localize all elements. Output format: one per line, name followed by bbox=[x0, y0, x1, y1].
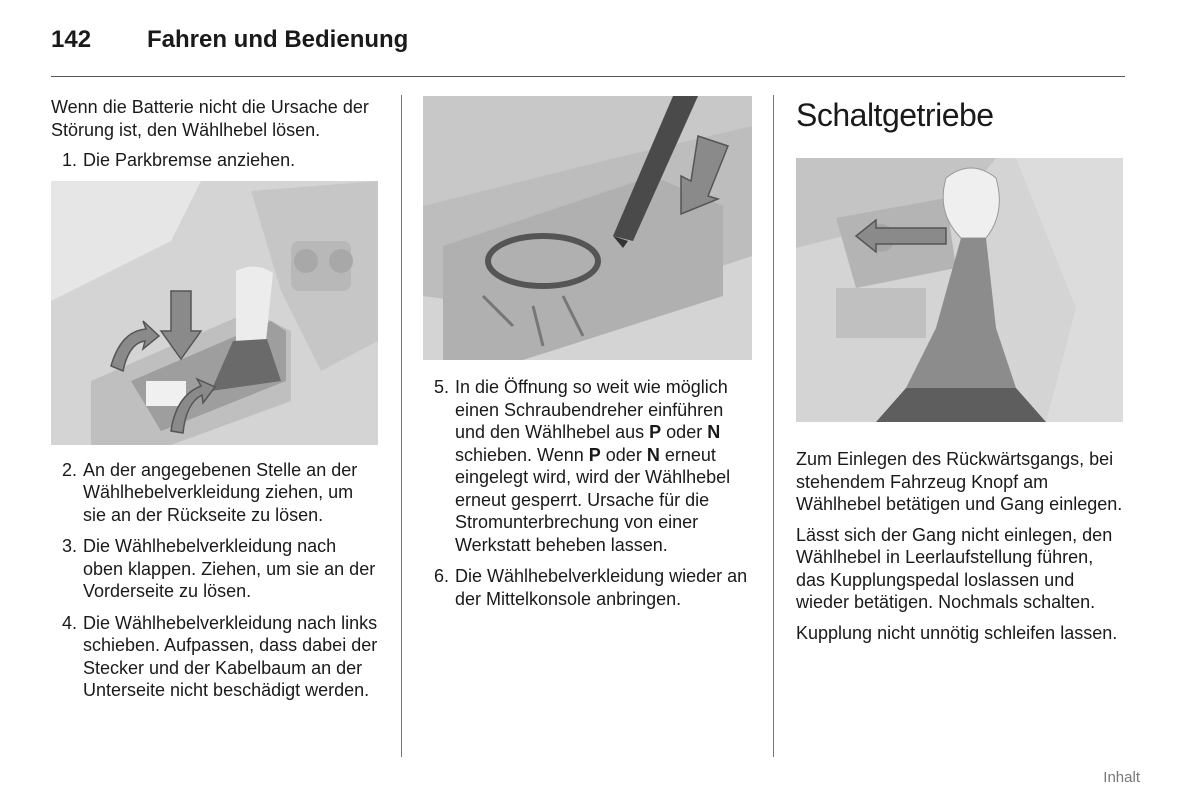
header-rule bbox=[51, 76, 1125, 77]
text-run: In die Öffnung so weit wie möglich einen Schraubendreher einführen und den Wählhebel aus bbox=[455, 377, 728, 442]
gear-n: N bbox=[707, 422, 721, 442]
column-left bbox=[51, 96, 381, 711]
step-text: Die Wählhebelverkleidung nach oben klappen. Ziehen, um sie an der Vorderseite zu lösen. bbox=[83, 536, 376, 601]
step-2 bbox=[51, 459, 381, 527]
step-number: 4. bbox=[62, 612, 78, 633]
step-text: Die Wählhebelverkleidung nach links schieben. Aufpassen, dass dabei der Stecker und der Kabelbaum an der Unterseite nicht beschädigt werden. bbox=[83, 612, 378, 700]
step-text bbox=[455, 376, 753, 556]
section-heading: Schaltgetriebe bbox=[796, 97, 994, 133]
step-5 bbox=[423, 376, 753, 556]
step-text: Die Wählhebelverkleidung wieder an der Mittelkonsole anbringen. bbox=[455, 566, 748, 609]
intro-paragraph: Wenn die Batterie nicht die Ursache der Störung ist, den Wählhebel lösen. bbox=[51, 97, 369, 140]
step-1 bbox=[51, 149, 381, 172]
column-divider-2 bbox=[773, 95, 774, 757]
column-divider-1 bbox=[401, 95, 402, 757]
illustration-automatic-shifter bbox=[51, 181, 378, 445]
step-text: An der angegebenen Stelle an der Wählhebelverkleidung ziehen, um sie an der Rückseite zu lösen. bbox=[83, 459, 358, 525]
step-number: 1. bbox=[62, 150, 78, 170]
step-3 bbox=[51, 535, 381, 603]
column-right bbox=[796, 96, 1126, 652]
text-run: schieben. Wenn bbox=[455, 444, 589, 465]
text-run: erneut eingelegt wird, wird der Wählhebel erneut gesperrt. Ursache für die Stromunterbrechung von einer Werkstatt beheben lassen. bbox=[455, 444, 731, 555]
column-middle bbox=[423, 96, 753, 619]
gear-n: N bbox=[646, 444, 660, 465]
step-text: Die Parkbremse anziehen. bbox=[83, 150, 296, 170]
step-6 bbox=[423, 565, 753, 610]
step-number: 6. bbox=[434, 566, 450, 586]
text-run: oder bbox=[661, 422, 708, 442]
gear-p: P bbox=[588, 444, 601, 465]
step-number: 5. bbox=[434, 377, 450, 397]
table-of-contents-link[interactable]: Inhalt bbox=[1103, 769, 1140, 786]
page-title: Fahren und Bedienung bbox=[147, 26, 409, 53]
text-run: oder bbox=[600, 444, 647, 465]
gear-p: P bbox=[649, 422, 662, 442]
paragraph: Zum Einlegen des Rückwärtsgangs, bei stehendem Fahrzeug Knopf am Wählhebel betätigen und Gang einlegen. bbox=[796, 449, 1123, 514]
step-number: 2. bbox=[62, 459, 78, 480]
paragraph: Kupplung nicht unnötig schleifen lassen. bbox=[796, 622, 1118, 643]
illustration-screwdriver-release bbox=[423, 96, 752, 360]
illustration-manual-shifter bbox=[796, 158, 1123, 422]
page-number: 142 bbox=[51, 26, 92, 53]
paragraph: Lässt sich der Gang nicht einlegen, den Wählhebel in Leerlaufstellung führen, das Kupplungspedal loslassen und wieder betätigen. Nochmals schalten. bbox=[796, 524, 1113, 612]
step-number: 3. bbox=[62, 536, 78, 556]
step-4 bbox=[51, 612, 381, 702]
